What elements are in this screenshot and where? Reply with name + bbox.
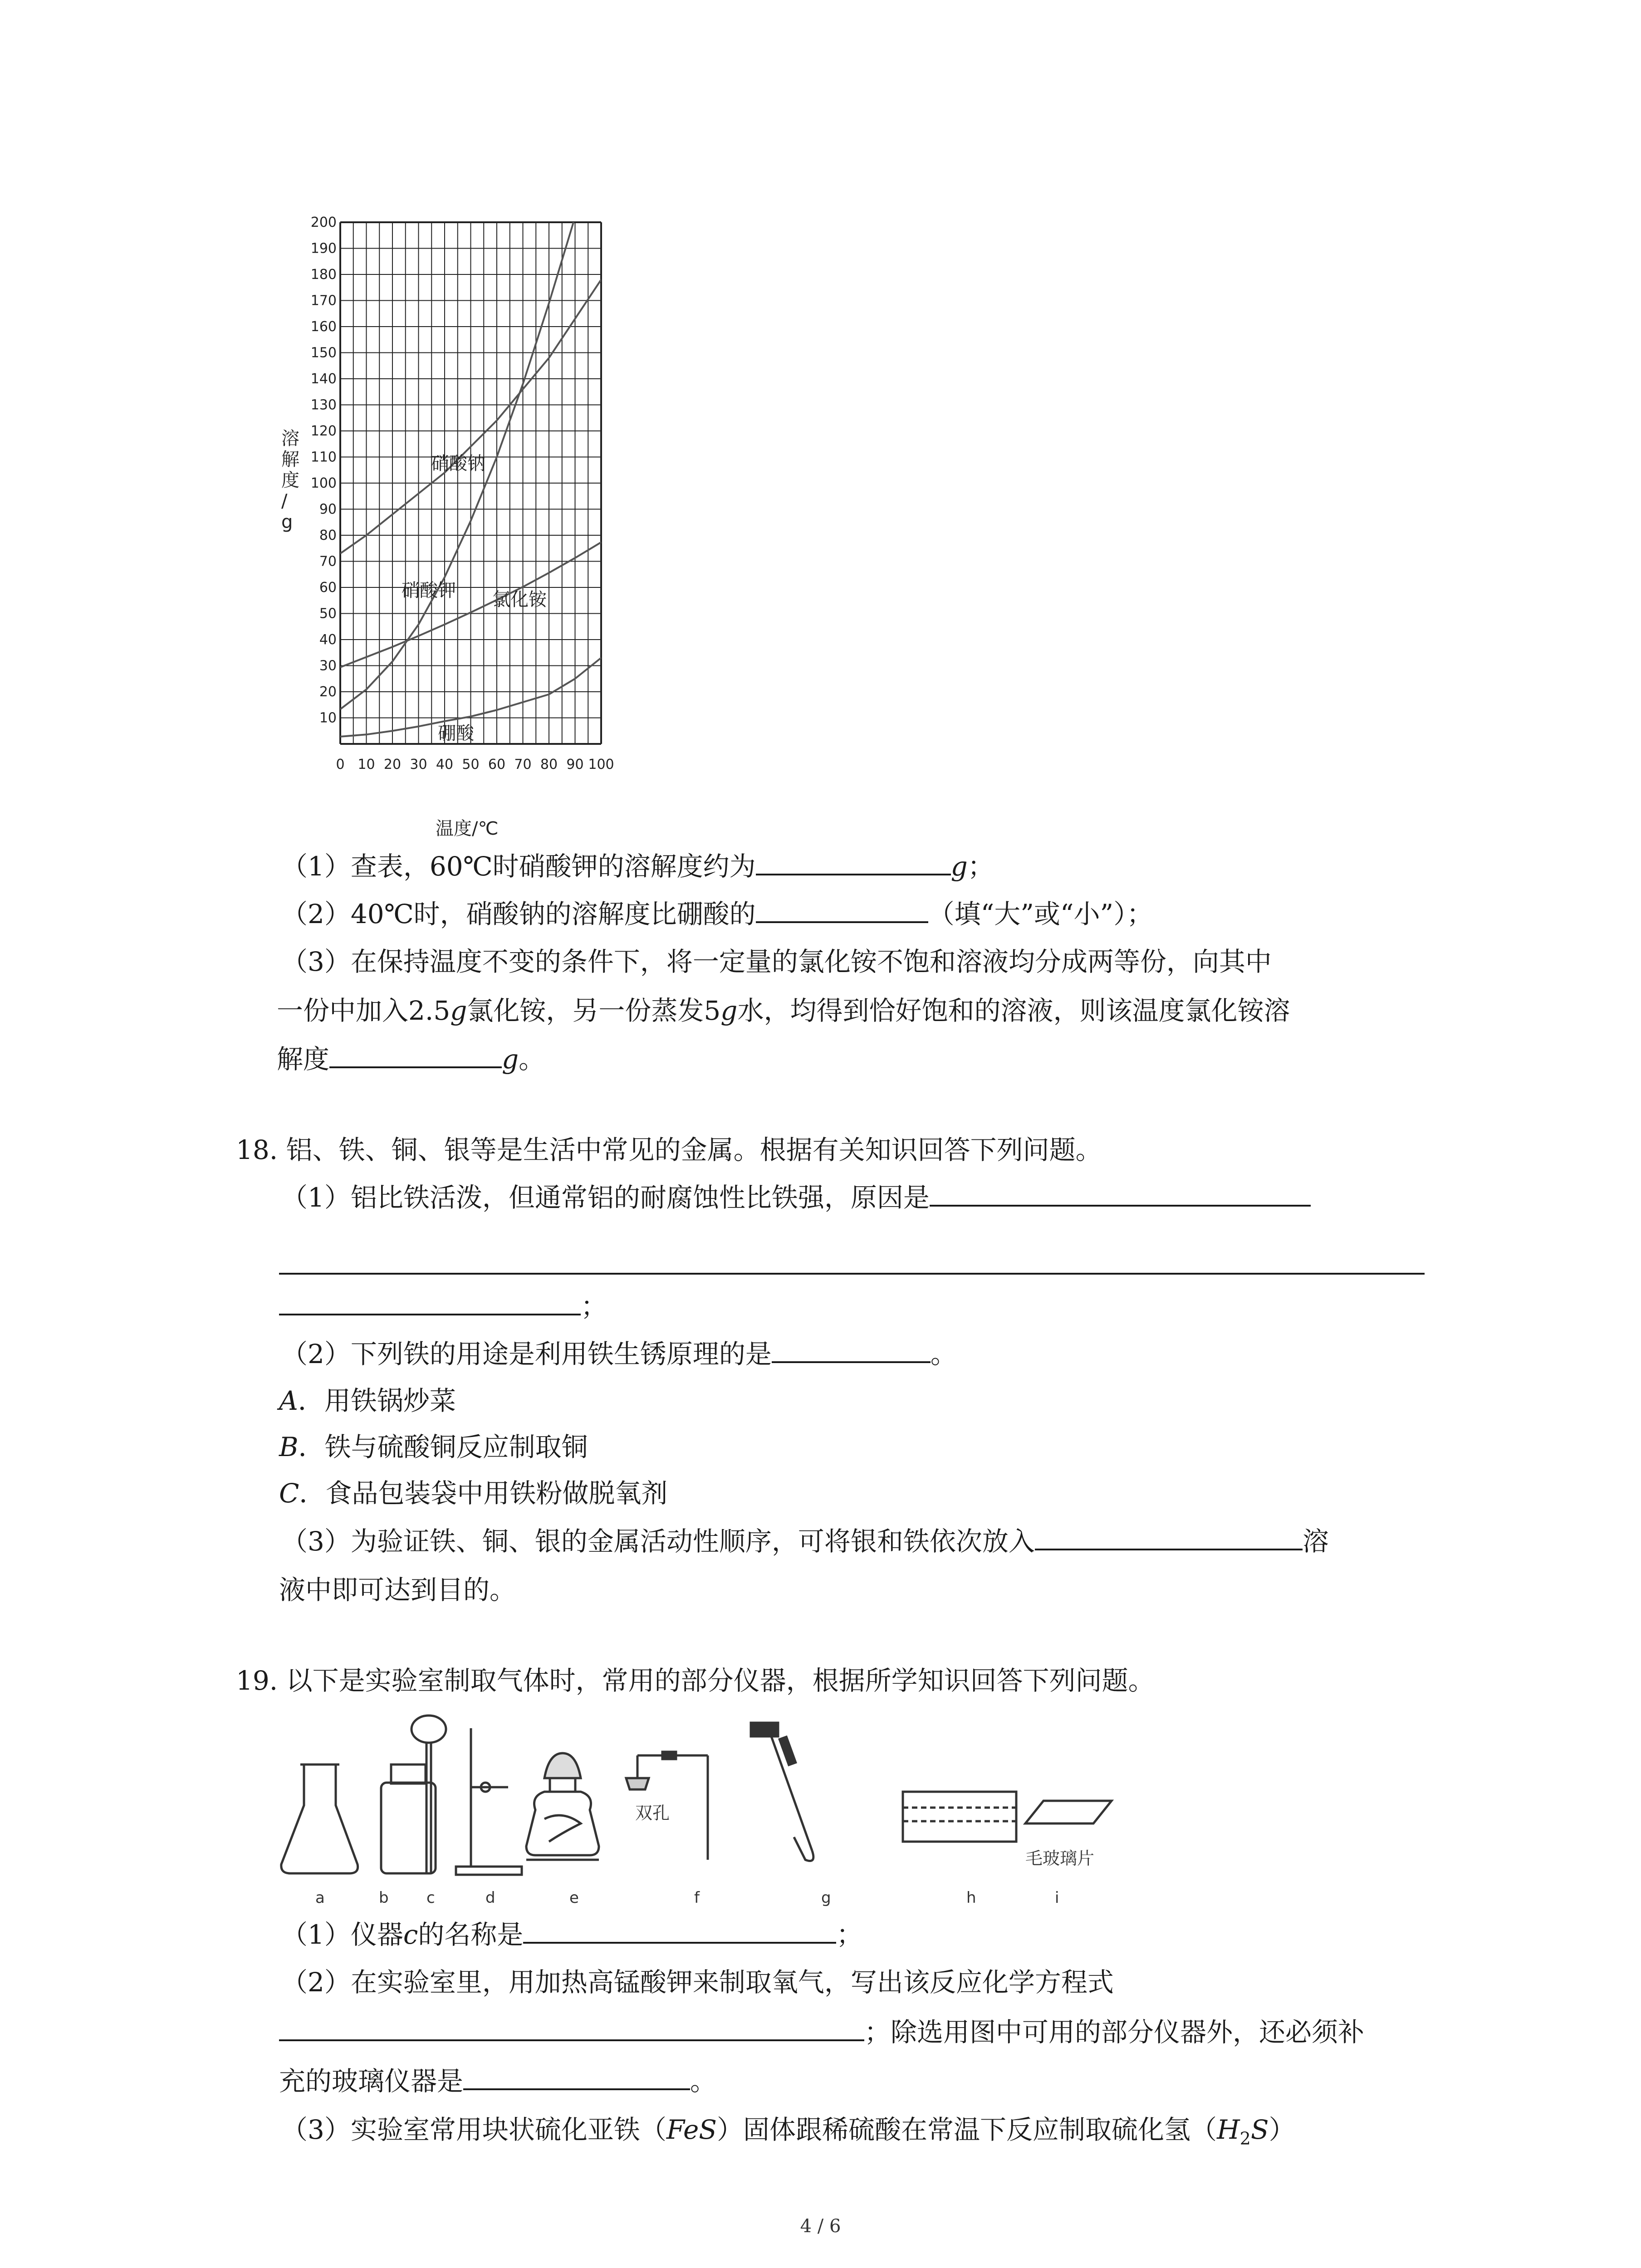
q19-part3 [281,2112,1295,2157]
unit: g [502,1044,519,1075]
x-tick-label: 30 [410,757,427,772]
y-tick-label: 130 [310,397,337,413]
subscript: 2 [1239,2128,1251,2149]
q18-stem: 18. 铝、铁、铜、银等是生活中常见的金属。根据有关知识回答下列问题。 [236,1134,1102,1165]
q18-option-b[interactable] [279,1429,588,1465]
series-label-nh4cl: 氯化铵 [492,589,547,610]
text: （3）实验室常用块状硫化亚铁（ [281,2114,666,2145]
text: ； [581,1291,607,1322]
text: 的名称是 [418,1919,524,1950]
text: 氯化铵，另一份蒸发5 [467,995,721,1026]
q17-part1-text: （1）查表，60℃时硝酸钾的溶解度约为 [281,851,756,882]
answer-blank[interactable] [756,848,951,875]
apparatus-note-i: 毛玻璃片 [1025,1848,1095,1868]
apparatus-label-f: f [694,1889,700,1907]
unit: g [450,995,467,1026]
long-neck-funnel-icon [411,1716,446,1873]
glass-plate-icon [1025,1801,1112,1823]
series-label-h3bo3: 硼酸 [438,723,474,744]
q17-part1-end: ； [967,851,994,882]
y-axis-ticks [311,215,337,726]
x-tick-label: 70 [514,757,532,772]
x-axis-ticks [336,757,614,772]
y-tick-label: 40 [319,632,337,648]
y-tick-label: 200 [310,215,337,230]
unit: g [950,851,968,882]
q19-part1 [281,1916,862,1953]
x-tick-label: 60 [488,757,506,772]
y-tick-label: 190 [310,240,337,257]
x-tick-label: 20 [383,757,402,772]
x-tick-label: 90 [566,757,584,772]
text: c [403,1919,418,1950]
q18-part2 [281,1336,957,1372]
apparatus-label-h: h [966,1889,976,1907]
q19-part2-line3 [279,2063,716,2099]
iron-stand-icon [456,1728,522,1875]
apparatus-label-c: c [426,1889,435,1907]
text: ； [836,1919,863,1950]
q17-part2-tail: （填“大”或“小”）； [928,899,1153,929]
answer-blank[interactable] [463,2063,690,2090]
solubility-chart [263,209,944,844]
q18-part3 [281,1523,1329,1559]
text: 。 [519,1044,545,1075]
q17-part1 [281,848,994,885]
x-tick-label: 10 [358,757,375,772]
option-key: C [279,1478,299,1509]
text: 一份中加入2.5 [277,995,451,1026]
option-text: ．铁与硫酸铜反应制取铜 [298,1432,588,1462]
y-tick-label: 170 [310,293,337,309]
text: 水，均得到恰好饱和的溶液，则该温度氯化铵溶 [737,995,1290,1026]
y-tick-label: 140 [310,371,337,387]
page-number: 4 / 6 [800,2216,841,2237]
apparatus-label-d: d [485,1889,495,1907]
water-trough-icon [903,1792,1016,1842]
text: 。 [930,1339,957,1369]
q17-part3-line1: （3）在保持温度不变的条件下，将一定量的氯化铵不饱和溶液均分成两等份，向其中 [281,946,1272,977]
y-tick-label: 80 [319,528,337,543]
alcohol-lamp-icon [526,1753,599,1860]
answer-blank[interactable] [756,896,928,923]
bent-tube-icon [751,1723,813,1861]
x-tick-label: 100 [588,757,614,772]
text: 充的玻璃仪器是 [279,2066,464,2097]
y-tick-label: 10 [319,710,337,726]
apparatus-label-e: e [569,1889,579,1907]
text: 。 [690,2066,717,2097]
y-tick-label: 100 [310,475,337,491]
apparatus-label-i: i [1055,1889,1059,1907]
apparatus-label-b: b [379,1889,389,1907]
answer-blank[interactable] [279,1288,581,1315]
q19-stem: 19. 以下是实验室制取气体时，常用的部分仪器，根据所学知识回答下列问题。 [236,1665,1155,1696]
chart-grid [340,222,601,744]
series-label-nano3: 硝酸钠 [431,453,485,474]
option-key: A [279,1385,298,1416]
y-tick-label: 60 [319,580,337,596]
x-tick-label: 0 [336,757,345,772]
q17-part2-text: （2）40℃时，硝酸钠的溶解度比硼酸的 [281,899,756,929]
unit: g [720,995,738,1026]
q17-part3-line3 [277,1041,545,1077]
answer-blank[interactable] [1035,1523,1303,1550]
y-tick-label: 70 [319,553,337,570]
y-tick-label: 20 [319,684,337,700]
answer-blank[interactable] [930,1179,1311,1207]
x-tick-label: 40 [436,757,454,772]
q18-part1-end-line [279,1288,607,1325]
formula: FeS [666,2114,717,2145]
y-axis-label: 溶解度/ g [281,428,299,533]
answer-blank[interactable] [523,1916,836,1944]
text: 解度 [277,1044,330,1075]
q18-part3-line2: 液中即可达到目的。 [279,1574,516,1605]
y-tick-label: 90 [319,501,337,518]
text: 溶 [1302,1526,1329,1557]
answer-blank[interactable] [329,1041,502,1068]
answer-blank[interactable] [772,1336,931,1363]
text: （1）铝比铁活泼，但通常铝的耐腐蚀性比铁强，原因是 [281,1182,930,1213]
q17-part3-line2 [277,992,1290,1029]
y-tick-label: 160 [310,319,337,335]
x-axis-label: 温度/℃ [436,818,499,839]
text: （2）下列铁的用途是利用铁生锈原理的是 [281,1339,772,1369]
option-text: ．用铁锅炒菜 [298,1385,456,1416]
q18-option-c[interactable] [279,1475,667,1511]
y-tick-label: 30 [319,658,337,674]
formula: S [1250,2114,1269,2145]
series-label-kno3: 硝酸钾 [402,580,456,601]
x-tick-label: 80 [540,757,558,772]
text: ） [1269,2114,1295,2145]
apparatus-figure [272,1710,1180,1910]
y-tick-label: 50 [319,606,337,622]
q19-part2-line2 [279,2014,1364,2050]
text: （1）仪器 [281,1919,403,1950]
y-tick-label: 150 [310,345,337,361]
option-text: ．食品包装袋中用铁粉做脱氧剂 [299,1478,668,1509]
answer-blank[interactable] [279,2014,864,2041]
y-tick-label: 180 [310,267,337,283]
text: ；除选用图中可用的部分仪器外，还必须补 [864,2017,1365,2048]
option-key: B [279,1432,299,1462]
q17-part2 [281,896,1153,932]
text: ）固体跟稀硫酸在常温下反应制取硫化氢（ [717,2114,1217,2145]
apparatus-label-g: g [821,1889,831,1907]
q19-part2: （2）在实验室里，用加热高锰酸钾来制取氧气，写出该反应化学方程式 [281,1967,1114,1998]
apparatus-label-a: a [315,1889,325,1907]
y-tick-label: 120 [310,423,337,439]
q18-option-a[interactable] [279,1383,456,1419]
y-tick-label: 110 [310,449,337,465]
apparatus-note-f: 双孔 [635,1803,670,1823]
answer-line[interactable] [279,1273,1425,1275]
q18-part1 [281,1179,1311,1216]
text: （3）为验证铁、铜、银的金属活动性顺序，可将银和铁依次放入 [281,1526,1035,1557]
formula: H [1217,2114,1240,2145]
conical-flask-icon [281,1765,358,1873]
x-tick-label: 50 [462,757,480,772]
